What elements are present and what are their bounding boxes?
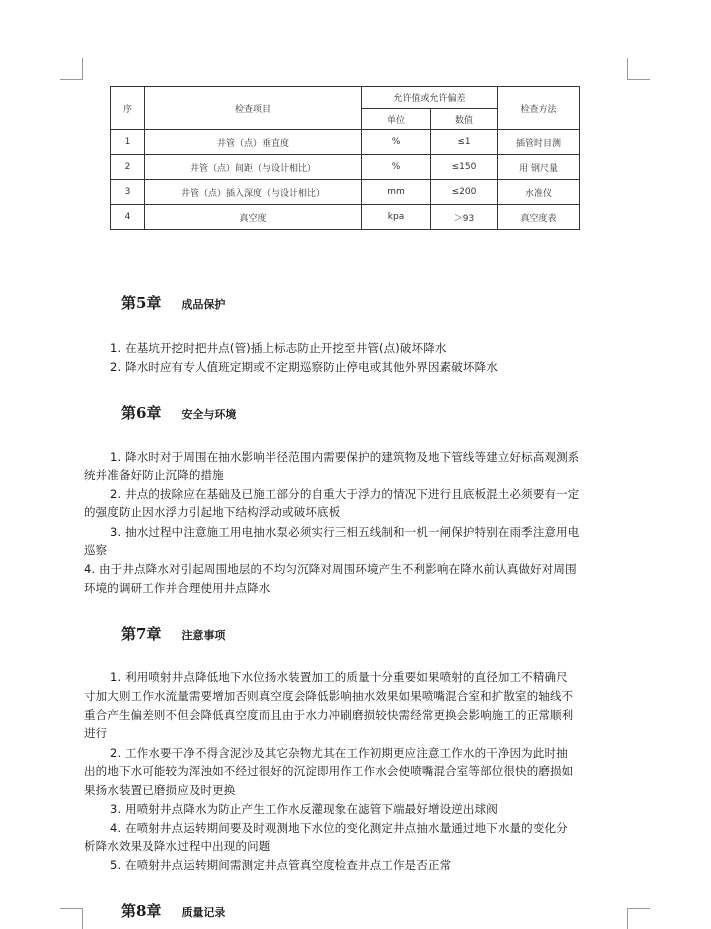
header-seq: 序 bbox=[111, 87, 145, 130]
chapter-8-heading bbox=[121, 900, 225, 921]
ch7-line: 3. 用喷射井点降水为防止产生工作水反灌现象在滤管下端最好增设逆出球阀 bbox=[110, 802, 498, 816]
ch7-line: 出的地下水可能较为浑浊如不经过很好的沉淀即用作工作水会使喷嘴混合室等部位很快的磨损如 bbox=[84, 764, 574, 778]
crop-mark bbox=[627, 908, 628, 929]
crop-mark bbox=[627, 908, 650, 909]
table-row bbox=[111, 155, 580, 180]
cell-value: ＞93 bbox=[431, 205, 498, 230]
ch6-line: 2. 井点的拔除应在基础及已施工部分的自重大于浮力的情况下进行且底板混土必须要有一定 bbox=[110, 487, 580, 501]
cell-value: ≤1 bbox=[431, 130, 498, 155]
chapter-number: 第7章 bbox=[121, 625, 162, 643]
header-item: 检查项目 bbox=[145, 87, 362, 130]
chapter-title: 注意事项 bbox=[181, 629, 226, 642]
header-unit: 单位 bbox=[362, 109, 431, 130]
ch7-line: 寸加大则工作水流量需要增加否则真空度会降低影响抽水效果如果喷嘴混合室和扩散室的轴线不 bbox=[84, 689, 574, 703]
cell-item: 井管（点）插入深度（与设计相比） bbox=[145, 180, 362, 205]
ch7-line: 果扬水装置已磨损应及时更换 bbox=[84, 783, 236, 797]
cell-value: ≤200 bbox=[431, 180, 498, 205]
table-row bbox=[111, 180, 580, 205]
ch6-line: 环境的调研工作并合理使用井点降水 bbox=[84, 581, 271, 595]
cell-method: 水准仪 bbox=[498, 180, 580, 205]
ch5-item-1: 1. 在基坑开挖时把井点(管)插上标志防止开挖至井管(点)破坏降水 bbox=[110, 341, 447, 355]
ch7-line: 4. 在喷射井点运转期间要及时观测地下水位的变化测定井点抽水量通过地下水量的变化分 bbox=[110, 821, 568, 835]
chapter-5-heading bbox=[121, 292, 225, 313]
chapter-number: 第5章 bbox=[121, 294, 162, 312]
chapter-title: 质量记录 bbox=[181, 906, 226, 919]
chapter-title: 安全与环境 bbox=[181, 408, 237, 421]
chapter-number: 第6章 bbox=[121, 404, 162, 422]
ch5-item-2: 2. 降水时应有专人值班定期或不定期巡察防止停电或其他外界因素破坏降水 bbox=[110, 360, 498, 374]
cell-method: 插管时目测 bbox=[498, 130, 580, 155]
cell-method: 用 钢尺量 bbox=[498, 155, 580, 180]
ch7-line: 进行 bbox=[84, 726, 108, 740]
cell-item: 真空度 bbox=[145, 205, 362, 230]
ch6-line: 巡察 bbox=[84, 543, 108, 557]
crop-mark bbox=[82, 58, 83, 80]
ch6-line: 3. 抽水过程中注意施工用电抽水泵必须实行三相五线制和一机一闸保护特别在雨季注意用电 bbox=[110, 525, 580, 539]
cell-unit: mm bbox=[362, 180, 431, 205]
ch6-line: 4. 由于井点降水对引起周围地层的不均匀沉降对周围环境产生不利影响在降水前认真做好对周围 bbox=[84, 562, 577, 576]
header-method: 检查方法 bbox=[498, 87, 580, 130]
ch6-line: 的强度防止因水浮力引起地下结构浮动或破坏底板 bbox=[84, 505, 341, 519]
ch6-line: 1. 降水时对于周围在抽水影响半径范围内需要保护的建筑物及地下管线等建立好标高观测系 bbox=[110, 450, 580, 464]
chapter-7-heading bbox=[121, 623, 225, 644]
ch7-line: 2. 工作水要干净不得含泥沙及其它杂物尤其在工作初期更应注意工作水的干净因为此时抽 bbox=[110, 746, 568, 760]
cell-unit: % bbox=[362, 155, 431, 180]
cell-item: 井管（点）垂直度 bbox=[145, 130, 362, 155]
cell-seq: 3 bbox=[111, 180, 145, 205]
chapter-6-heading bbox=[121, 402, 236, 423]
cell-seq: 4 bbox=[111, 205, 145, 230]
crop-mark bbox=[60, 908, 83, 909]
header-value: 数值 bbox=[431, 109, 498, 130]
chapter-title: 成品保护 bbox=[181, 298, 226, 311]
header-allowance: 允许值或允许偏差 bbox=[362, 87, 498, 109]
cell-value: ≤150 bbox=[431, 155, 498, 180]
ch7-line: 1. 利用喷射井点降低地下水位扬水装置加工的质量十分重要如果喷射的直径加工不精确尺 bbox=[110, 670, 568, 684]
table-row bbox=[111, 205, 580, 230]
cell-seq: 2 bbox=[111, 155, 145, 180]
cell-seq: 1 bbox=[111, 130, 145, 155]
crop-mark bbox=[627, 58, 628, 80]
ch7-line: 析降水效果及降水过程中出现的问题 bbox=[84, 839, 271, 853]
table-row bbox=[111, 130, 580, 155]
ch7-line: 5. 在喷射井点运转期间需测定井点管真空度检查井点工作是否正常 bbox=[110, 858, 452, 872]
crop-mark bbox=[60, 79, 83, 80]
cell-unit: % bbox=[362, 130, 431, 155]
ch7-line: 重合产生偏差则不但会降低真空度而且由于水力冲刷磨损较快需经常更换会影响施工的正常顺利 bbox=[84, 708, 574, 722]
cell-item: 井管（点）间距（与设计相比） bbox=[145, 155, 362, 180]
cell-unit: kpa bbox=[362, 205, 431, 230]
cell-method: 真空度表 bbox=[498, 205, 580, 230]
chapter-number: 第8章 bbox=[121, 902, 162, 920]
crop-mark bbox=[627, 79, 650, 80]
ch6-line: 统并准备好防止沉降的措施 bbox=[84, 468, 224, 482]
inspection-table bbox=[110, 86, 580, 230]
crop-mark bbox=[82, 908, 83, 929]
